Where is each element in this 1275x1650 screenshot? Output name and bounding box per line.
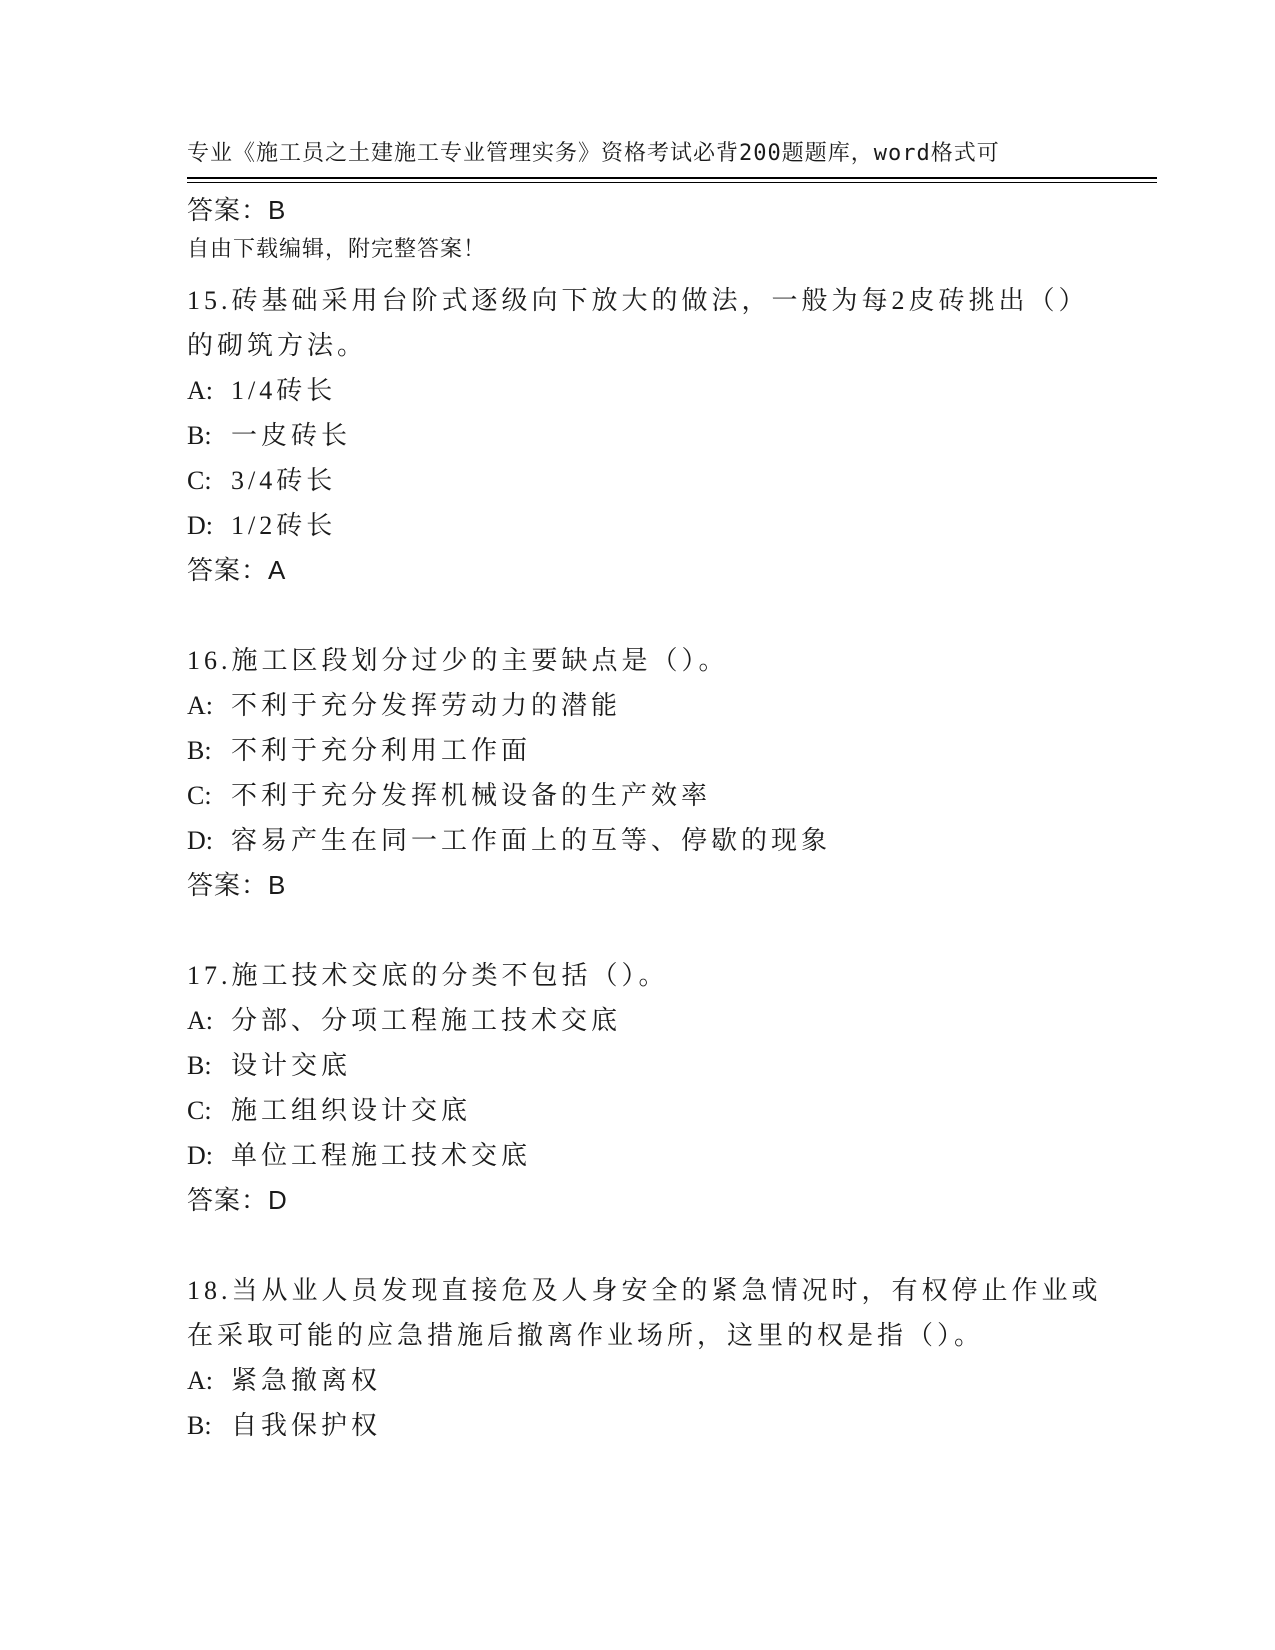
option-letter: B:	[187, 421, 212, 450]
option-letter: D:	[187, 826, 213, 855]
option-d	[187, 503, 1087, 548]
answer-value: B	[268, 195, 287, 225]
question-text-line: 18.当从业人员发现直接危及人身安全的紧急情况时，有权停止作业或	[187, 1276, 1102, 1305]
question-text-line: 15.砖基础采用台阶式逐级向下放大的做法，一般为每2皮砖挑出（）	[187, 286, 1089, 315]
option-letter: C:	[187, 1096, 212, 1125]
option-text: 1/4砖长	[231, 376, 337, 405]
answer-label: 答案：	[187, 1185, 269, 1215]
header-rule-thick	[187, 177, 1157, 179]
question-text-line: 在采取可能的应急措施后撤离作业场所，这里的权是指（）。	[187, 1321, 985, 1350]
option-letter: B:	[187, 1411, 212, 1440]
option-letter: B:	[187, 736, 212, 765]
question-body	[187, 188, 1102, 1448]
option-d	[187, 818, 1087, 863]
header-line-2: 自由下载编辑，附完整答案！	[187, 237, 487, 262]
option-b	[187, 728, 1087, 773]
answer-value: A	[268, 555, 287, 585]
option-a	[187, 1358, 1087, 1403]
option-text: 施工组织设计交底	[231, 1096, 472, 1125]
option-letter: A:	[187, 691, 213, 720]
option-a	[187, 683, 1087, 728]
option-letter: D:	[187, 511, 213, 540]
option-b	[187, 1043, 1087, 1088]
option-letter: A:	[187, 1006, 213, 1035]
question-text-line: 的砌筑方法。	[187, 331, 368, 360]
header-rule-thin	[187, 182, 1157, 183]
option-c	[187, 773, 1087, 818]
question-15	[187, 278, 1087, 593]
answer-line	[187, 1178, 1087, 1223]
answer-label: 答案：	[187, 870, 269, 900]
option-text: 设计交底	[231, 1051, 352, 1080]
option-a	[187, 998, 1087, 1043]
header-line-1: 专业《施工员之土建施工专业管理实务》资格考试必背200题题库，word格式可	[187, 141, 1000, 166]
option-text: 不利于充分发挥劳动力的潜能	[231, 691, 622, 720]
answer-label: 答案：	[187, 195, 269, 225]
spacer	[187, 233, 1087, 278]
option-letter: C:	[187, 466, 212, 495]
option-b	[187, 413, 1087, 458]
option-text: 不利于充分发挥机械设备的生产效率	[231, 781, 712, 810]
option-text: 一皮砖长	[231, 421, 352, 450]
question-text-line: 17.施工技术交底的分类不包括（）。	[187, 961, 669, 990]
answer-value: B	[268, 870, 287, 900]
option-text: 容易产生在同一工作面上的互等、停歇的现象	[231, 826, 832, 855]
option-text: 3/4砖长	[231, 466, 337, 495]
option-letter: A:	[187, 1366, 213, 1395]
question-17	[187, 953, 1087, 1223]
option-letter: C:	[187, 781, 212, 810]
option-a	[187, 368, 1087, 413]
answer-line	[187, 548, 1087, 593]
spacer	[187, 593, 1087, 638]
option-b	[187, 1403, 1087, 1448]
option-text: 紧急撤离权	[231, 1366, 382, 1395]
question-text-line: 16.施工区段划分过少的主要缺点是（）。	[187, 646, 729, 675]
answer-value: D	[268, 1185, 288, 1215]
option-letter: D:	[187, 1141, 213, 1170]
spacer	[187, 908, 1087, 953]
answer-line	[187, 188, 1087, 233]
option-c	[187, 458, 1087, 503]
option-c	[187, 1088, 1087, 1133]
option-text: 单位工程施工技术交底	[231, 1141, 532, 1170]
option-text: 自我保护权	[231, 1411, 382, 1440]
question-16	[187, 638, 1087, 908]
option-d	[187, 1133, 1087, 1178]
option-text: 1/2砖长	[231, 511, 337, 540]
answer-label: 答案：	[187, 555, 269, 585]
option-letter: B:	[187, 1051, 212, 1080]
option-letter: A:	[187, 376, 213, 405]
question-18	[187, 1268, 1102, 1448]
option-text: 分部、分项工程施工技术交底	[231, 1006, 622, 1035]
option-text: 不利于充分利用工作面	[231, 736, 532, 765]
answer-line	[187, 863, 1087, 908]
spacer	[187, 1223, 1087, 1268]
